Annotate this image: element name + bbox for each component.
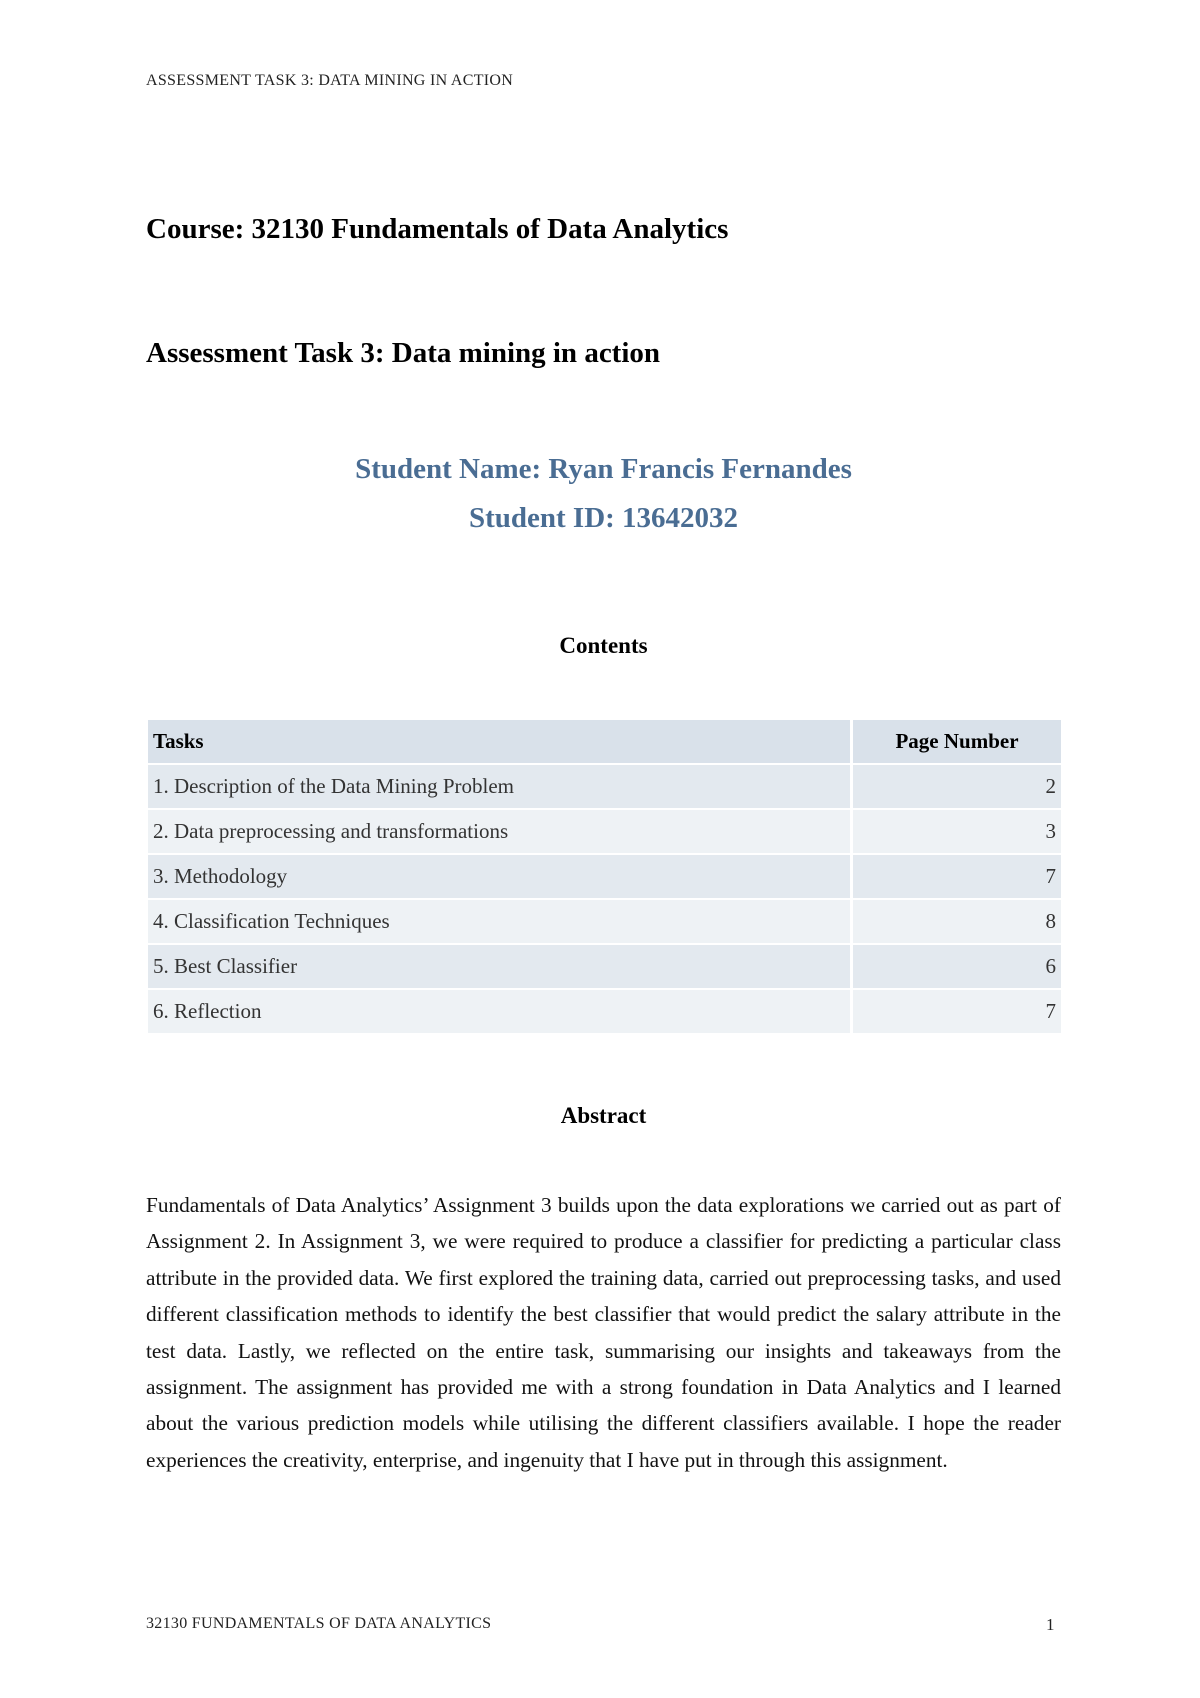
running-header: ASSESSMENT TASK 3: DATA MINING IN ACTION bbox=[146, 72, 514, 89]
contents-heading: Contents bbox=[559, 633, 648, 658]
task-cell: 3. Methodology bbox=[148, 855, 850, 898]
student-id: Student ID: 13642032 bbox=[468, 502, 739, 534]
table-row bbox=[148, 765, 1061, 808]
column-header-tasks: Tasks bbox=[148, 720, 850, 763]
student-info bbox=[146, 445, 1061, 543]
task-cell: 1. Description of the Data Mining Problem bbox=[148, 765, 850, 808]
contents-header-row bbox=[148, 720, 1061, 763]
course-title: Course: 32130 Fundamentals of Data Analytics bbox=[146, 213, 729, 245]
task-cell: 6. Reflection bbox=[148, 990, 850, 1033]
running-footer: 32130 FUNDAMENTALS OF DATA ANALYTICS bbox=[146, 1615, 492, 1632]
table-row bbox=[148, 945, 1061, 988]
abstract-heading: Abstract bbox=[560, 1103, 647, 1128]
table-row bbox=[148, 990, 1061, 1033]
table-row bbox=[148, 855, 1061, 898]
column-header-page-number: Page Number bbox=[850, 720, 1061, 763]
page-cell: 8 bbox=[850, 900, 1061, 943]
page-cell: 7 bbox=[850, 855, 1061, 898]
table-row bbox=[148, 900, 1061, 943]
page-cell: 7 bbox=[850, 990, 1061, 1033]
page-cell: 2 bbox=[850, 765, 1061, 808]
table-row bbox=[148, 810, 1061, 853]
task-cell: 5. Best Classifier bbox=[148, 945, 850, 988]
assessment-task-title: Assessment Task 3: Data mining in action bbox=[146, 337, 661, 369]
page-cell: 6 bbox=[850, 945, 1061, 988]
page-cell: 3 bbox=[850, 810, 1061, 853]
student-name: Student Name: Ryan Francis Fernandes bbox=[355, 453, 852, 485]
task-cell: 4. Classification Techniques bbox=[148, 900, 850, 943]
task-cell: 2. Data preprocessing and transformations bbox=[148, 810, 850, 853]
page-number: 1 bbox=[1046, 1615, 1055, 1634]
abstract-body: Fundamentals of Data Analytics’ Assignment 3 builds upon the data explorations we carried out as part of Assignment 2. In Assignment 3, we were required to produce a classifier for predicting a particular class attribute in the provided data. We first explored the training data, carried out preprocessing tasks, and used different classification methods to identify the best classifier that would predict the salary attribute in the test data. Lastly, we reflected on the entire task, summarising our insights and takeaways from the assignment. The assignment has provided me with a strong foundation in Data Analytics and I learned about the various prediction models while utilising the different classifiers available. I hope the reader experiences the creativity, enterprise, and ingenuity that I have put in through this assignment. bbox=[146, 1193, 1061, 1472]
contents-table bbox=[148, 718, 1061, 1035]
